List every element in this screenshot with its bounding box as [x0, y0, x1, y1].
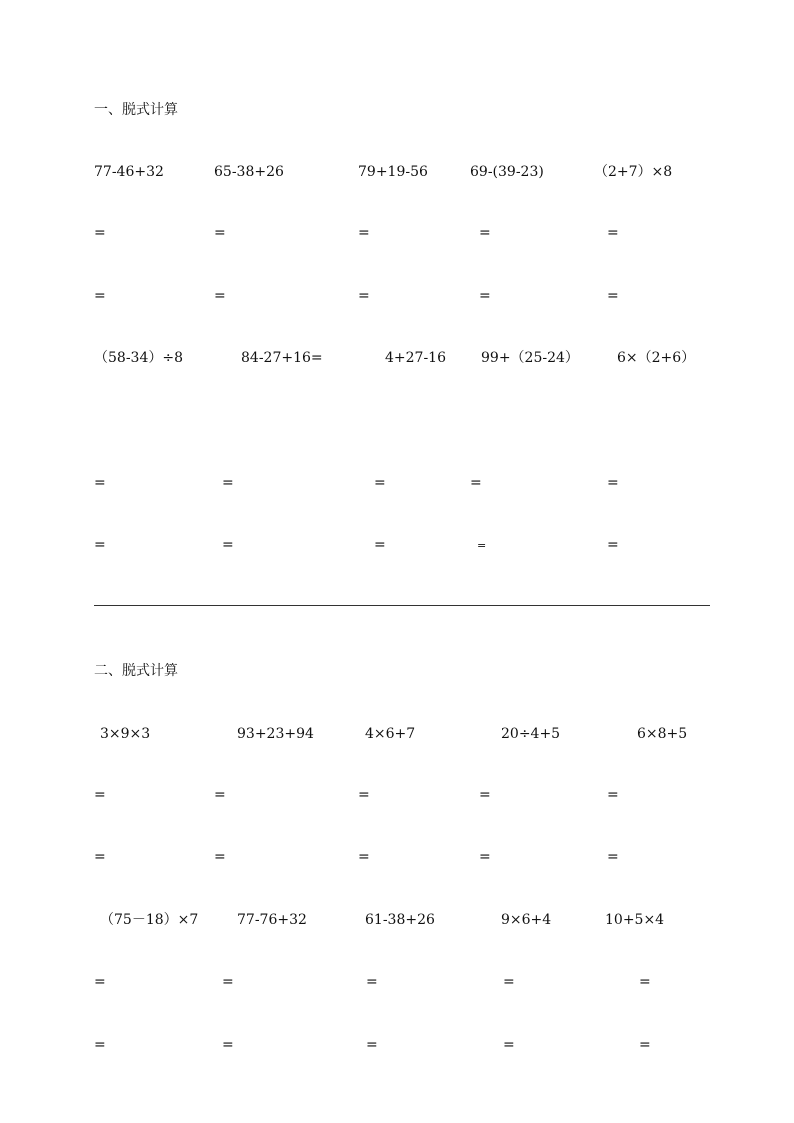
equals-sign: =	[607, 225, 619, 241]
equals-sign: =	[222, 475, 234, 491]
equals-sign: =	[374, 475, 386, 491]
equals-sign: =	[358, 787, 370, 803]
s1-problem-2: 65-38+26	[214, 164, 284, 180]
equals-sign: =	[358, 225, 370, 241]
equals-sign: =	[503, 1037, 515, 1053]
s2-problem-5: 6×8+5	[637, 726, 688, 742]
s2-problem-10: 10+5×4	[605, 912, 665, 928]
equals-sign: =	[479, 288, 491, 304]
equals-sign: =	[94, 1037, 106, 1053]
equals-sign: =	[214, 288, 226, 304]
equals-sign: =	[470, 475, 482, 491]
equals-sign: =	[607, 787, 619, 803]
equals-sign: =	[358, 288, 370, 304]
equals-sign: =	[479, 225, 491, 241]
section2-heading: 二、脱式计算	[94, 663, 178, 679]
equals-sign: =	[607, 537, 619, 553]
equals-sign: =	[214, 849, 226, 865]
s1-problem-1: 77-46+32	[94, 164, 164, 180]
section-divider	[94, 605, 710, 606]
s2-problem-8: 61-38+26	[365, 912, 435, 928]
s1-problem-3: 79+19-56	[358, 164, 428, 180]
equals-sign: =	[477, 539, 487, 552]
equals-sign: =	[479, 849, 491, 865]
s1-problem-4: 69-(39-23)	[470, 164, 544, 180]
s1-problem-7: 84-27+16=	[241, 350, 323, 366]
equals-sign: =	[214, 225, 226, 241]
equals-sign: =	[222, 1037, 234, 1053]
s2-problem-2: 93+23+94	[237, 726, 314, 742]
equals-sign: =	[94, 849, 106, 865]
equals-sign: =	[222, 537, 234, 553]
s1-problem-8: 4+27-16	[385, 350, 446, 366]
s1-problem-5: （2+7）×8	[594, 164, 673, 180]
equals-sign: =	[479, 787, 491, 803]
equals-sign: =	[639, 1037, 651, 1053]
equals-sign: =	[94, 537, 106, 553]
s2-problem-3: 4×6+7	[365, 726, 416, 742]
s2-problem-6: （75－18）×7	[100, 912, 199, 928]
equals-sign: =	[503, 974, 515, 990]
s2-problem-1: 3×9×3	[100, 726, 151, 742]
equals-sign: =	[639, 974, 651, 990]
s2-problem-4: 20÷4+5	[501, 726, 561, 742]
equals-sign: =	[366, 974, 378, 990]
equals-sign: =	[94, 288, 106, 304]
equals-sign: =	[366, 1037, 378, 1053]
equals-sign: =	[222, 974, 234, 990]
equals-sign: =	[607, 849, 619, 865]
equals-sign: =	[94, 974, 106, 990]
equals-sign: =	[94, 475, 106, 491]
s2-problem-9: 9×6+4	[501, 912, 552, 928]
equals-sign: =	[607, 475, 619, 491]
equals-sign: =	[374, 537, 386, 553]
equals-sign: =	[214, 787, 226, 803]
section1-heading: 一、脱式计算	[94, 102, 178, 118]
equals-sign: =	[94, 787, 106, 803]
equals-sign: =	[607, 288, 619, 304]
equals-sign: =	[94, 225, 106, 241]
s1-problem-10: 6×（2+6）	[617, 350, 696, 366]
equals-sign: =	[358, 849, 370, 865]
s2-problem-7: 77-76+32	[237, 912, 307, 928]
s1-problem-9: 99+（25-24）	[481, 350, 579, 366]
s1-problem-6: （58-34）÷8	[94, 350, 183, 366]
